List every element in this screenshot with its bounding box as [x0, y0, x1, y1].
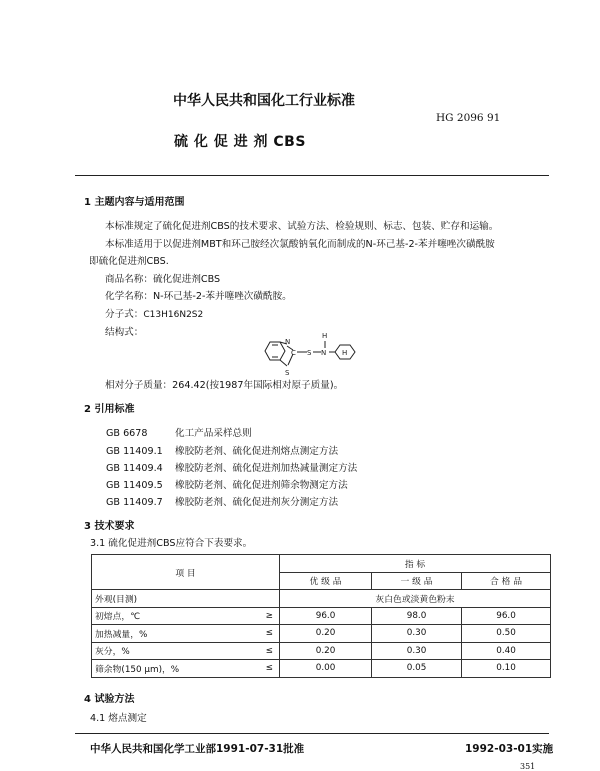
row-sign: ≥ [240, 607, 280, 625]
section-2-heading: 2 引用标准 [84, 404, 135, 415]
struct-s-ring: S [285, 369, 290, 377]
section-3-1-text: 3.1 硫化促进剂CBS应符合下表要求。 [90, 538, 253, 549]
row-value: 0.20 [280, 625, 372, 643]
formula-value: C13H16N2S2 [143, 310, 204, 320]
molecular-formula [105, 310, 203, 320]
ref-title: 化工产品采样总则 [175, 428, 252, 439]
section-1-para-2a: 本标准适用于以促进剂MBT和环己胺经次氯酸钠氧化而制成的N-环己基-2-苯并噻唑次磺酰胺 [105, 239, 495, 250]
structural-formula [258, 330, 378, 378]
ref-title: 橡胶防老剂、硫化促进剂熔点测定方法 [175, 446, 339, 457]
section-1-heading: 1 主题内容与适用范围 [84, 197, 185, 208]
effective-date: 1992-03-01实施 [465, 743, 554, 755]
table-row [92, 660, 551, 678]
row-label: 外观(目测) [92, 590, 280, 608]
standard-code: HG 2096 91 [436, 112, 501, 124]
table-row [92, 607, 551, 625]
row-label: 筛余物(150 μm)，% [92, 660, 240, 678]
ref-title: 橡胶防老剂、硫化促进剂筛余物测定方法 [175, 480, 348, 491]
chemical-name: 化学名称：N-环己基-2-苯并噻唑次磺酰胺。 [105, 291, 292, 302]
ref-code: GB 11409.1 [106, 446, 163, 457]
row-value: 0.00 [280, 660, 372, 678]
table-header-row [92, 555, 551, 573]
section-1-para-1: 本标准规定了硫化促进剂CBS的技术要求、试验方法、检验规则、标志、包装、贮存和运输。 [105, 221, 499, 232]
grade-header: 合 格 品 [462, 572, 551, 590]
ref-title: 橡胶防老剂、硫化促进剂加热减量测定方法 [175, 463, 358, 474]
footer-divider [75, 733, 549, 734]
row-value: 0.30 [372, 642, 462, 660]
table-row [92, 590, 551, 608]
header-item: 项 目 [92, 555, 280, 590]
struct-h-ring: H [342, 349, 348, 357]
table-row [92, 625, 551, 643]
row-value: 96.0 [462, 607, 551, 625]
struct-h-top: H [322, 332, 328, 340]
trade-name: 商品名称：硫化促进剂CBS [105, 274, 221, 285]
section-3-heading: 3 技术要求 [84, 521, 135, 532]
page-number: 351 [520, 762, 536, 771]
row-value: 0.05 [372, 660, 462, 678]
row-value: 96.0 [280, 607, 372, 625]
ref-code: GB 11409.4 [106, 463, 163, 474]
struct-n2: N [321, 349, 327, 357]
ref-title: 橡胶防老剂、硫化促进剂灰分测定方法 [175, 497, 339, 508]
ref-code: GB 11409.5 [106, 480, 163, 491]
row-value: 0.40 [462, 642, 551, 660]
structure-label: 结构式： [105, 327, 144, 338]
row-sign: ≤ [240, 642, 280, 660]
row-value: 0.50 [462, 625, 551, 643]
ref-code: GB 6678 [106, 428, 148, 439]
header-index: 指 标 [280, 555, 551, 573]
formula-label: 分子式： [105, 309, 144, 320]
row-value: 98.0 [372, 607, 462, 625]
ref-code: GB 11409.7 [106, 497, 163, 508]
section-1-para-2b: 即硫化促进剂CBS. [89, 256, 169, 267]
table-row [92, 642, 551, 660]
grade-header: 一 级 品 [372, 572, 462, 590]
struct-n: N [285, 338, 291, 346]
row-label: 灰分，% [92, 642, 240, 660]
row-value: 0.30 [372, 625, 462, 643]
row-sign: ≤ [240, 660, 280, 678]
page-title: 硫 化 促 进 剂 CBS [174, 134, 306, 150]
row-value: 灰白色或淡黄色粉末 [280, 590, 551, 608]
section-4-1-text: 4.1 熔点测定 [90, 713, 147, 724]
row-label: 加热减量，% [92, 625, 240, 643]
row-value: 0.10 [462, 660, 551, 678]
struct-c: C [291, 349, 296, 357]
row-sign: ≤ [240, 625, 280, 643]
spec-table [91, 554, 551, 678]
molar-mass: 相对分子质量：264.42(按1987年国际相对原子质量)。 [105, 380, 344, 391]
grade-header: 优 级 品 [280, 572, 372, 590]
struct-s-link: S [307, 349, 312, 357]
row-label: 初熔点，℃ [92, 607, 240, 625]
approval-line: 中华人民共和国化学工业部1991-07-31批准 [90, 743, 305, 755]
section-4-heading: 4 试验方法 [84, 694, 135, 705]
row-value: 0.20 [280, 642, 372, 660]
issuing-org: 中华人民共和国化工行业标准 [173, 93, 355, 109]
header-divider [75, 175, 549, 176]
